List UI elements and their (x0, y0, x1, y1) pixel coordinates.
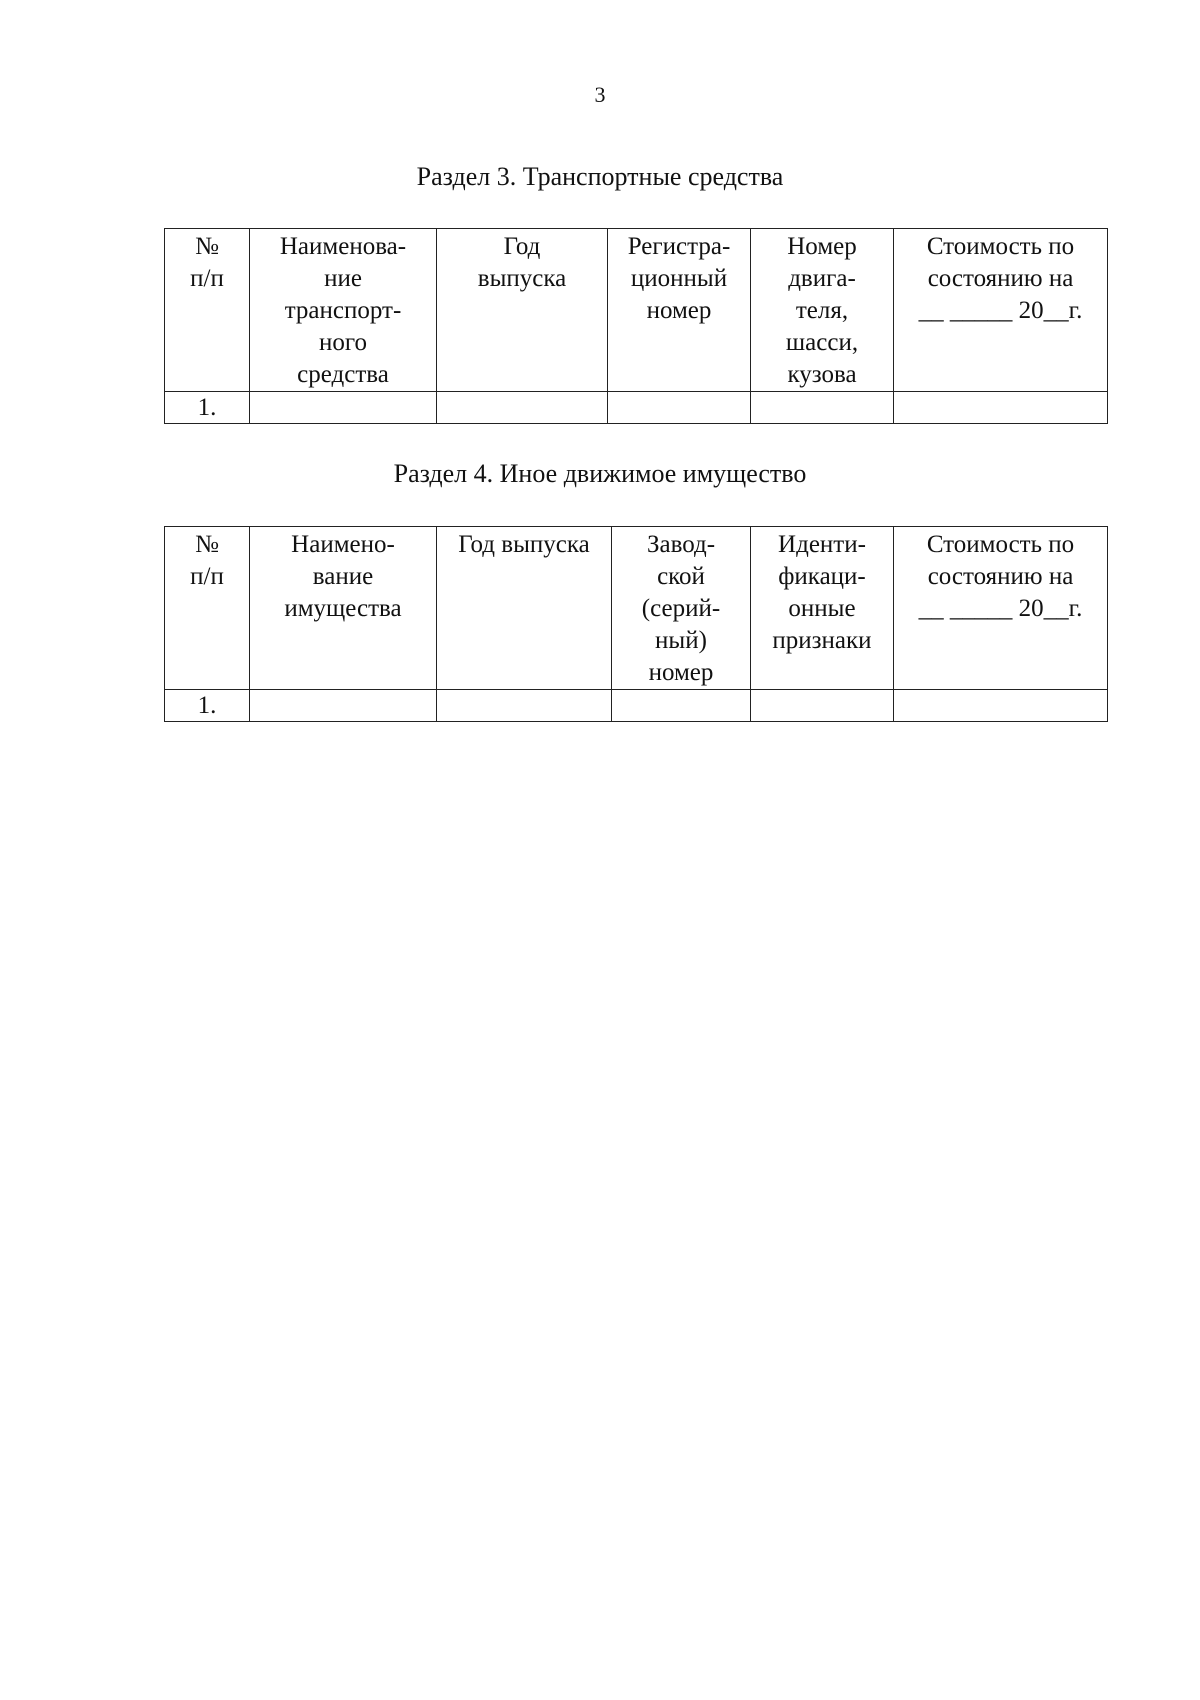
cell-value[interactable] (894, 690, 1108, 722)
page-number: 3 (594, 82, 606, 107)
cell-year[interactable] (437, 690, 612, 722)
table-row (165, 690, 1108, 722)
section-3-title: Раздел 3. Транспортные средства (416, 162, 784, 191)
header-registration-number: Регистра- ционный номер (608, 229, 751, 392)
table-header-row (165, 229, 1108, 392)
cell-number[interactable]: 1. (165, 690, 250, 722)
header-number: № п/п (165, 229, 250, 392)
header-value: Стоимость по состоянию на __ _____ 20__г. (894, 527, 1108, 690)
cell-property-name[interactable] (250, 690, 437, 722)
header-number: № п/п (165, 527, 250, 690)
cell-number[interactable]: 1. (165, 392, 250, 424)
header-year: Год выпуска (437, 229, 608, 392)
header-identification: Иденти- фикаци- онные признаки (751, 527, 894, 690)
header-year: Год выпуска (437, 527, 612, 690)
vehicles-table (164, 228, 1108, 424)
cell-engine-number[interactable] (751, 392, 894, 424)
table-header-row (165, 527, 1108, 690)
cell-year[interactable] (437, 392, 608, 424)
header-serial-number: Завод- ской (серий- ный) номер (612, 527, 751, 690)
cell-vehicle-name[interactable] (250, 392, 437, 424)
section-4-title: Раздел 4. Иное движимое имущество (393, 459, 807, 488)
header-engine-number: Номер двига- теля, шасси, кузова (751, 229, 894, 392)
cell-registration-number[interactable] (608, 392, 751, 424)
header-property-name: Наимено- вание имущества (250, 527, 437, 690)
cell-identification[interactable] (751, 690, 894, 722)
header-value: Стоимость по состоянию на __ _____ 20__г. (894, 229, 1108, 392)
cell-serial-number[interactable] (612, 690, 751, 722)
other-property-table (164, 526, 1108, 722)
header-vehicle-name: Наименова- ние транспорт- ного средства (250, 229, 437, 392)
cell-value[interactable] (894, 392, 1108, 424)
table-row (165, 392, 1108, 424)
